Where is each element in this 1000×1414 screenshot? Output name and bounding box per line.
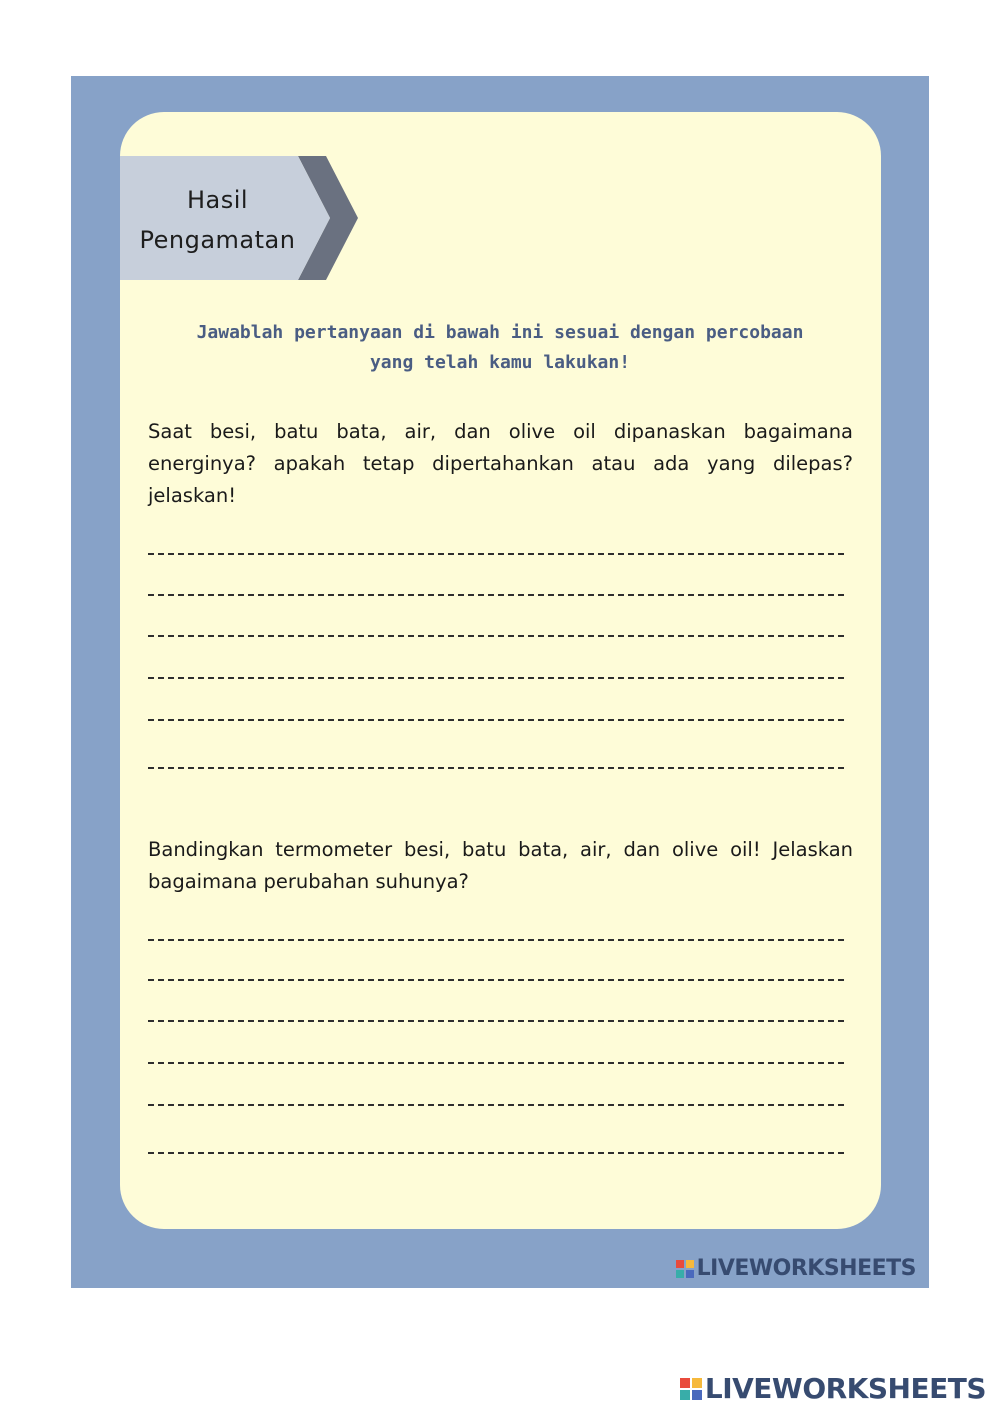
liveworksheets-watermark-inner [676,1256,916,1281]
watermark-text: LIVEWORKSHEETS [696,1256,916,1281]
watermark-text: LIVEWORKSHEETS [704,1372,986,1405]
answer-line-2-4[interactable] [148,1062,844,1064]
answer-line-2-3[interactable] [148,1020,844,1022]
question-2: Bandingkan termometer besi, batu bata, air, dan olive oil! Jelaskan bagaimana perubahan suhunya? [148,838,853,893]
banner-title [120,180,315,260]
answer-line-1-2[interactable] [148,594,844,596]
liveworksheets-logo-icon [676,1260,694,1278]
instruction-line2: yang telah kamu lakukan! [369,352,631,373]
answer-line-2-1[interactable] [148,939,844,941]
liveworksheets-watermark-footer [680,1372,986,1405]
liveworksheets-logo-icon [680,1378,702,1400]
answer-line-2-2[interactable] [148,979,844,981]
answer-line-1-4[interactable] [148,677,844,679]
answer-line-1-1[interactable] [148,553,844,555]
instruction-text [150,318,850,378]
answer-line-1-5[interactable] [148,719,844,721]
section-banner [120,156,360,280]
answer-line-2-6[interactable] [148,1152,844,1154]
answer-line-1-6[interactable] [148,767,844,769]
answer-line-1-3[interactable] [148,635,844,637]
banner-title-line2: Pengamatan [139,226,296,254]
question-1: Saat besi, batu bata, air, dan olive oil dipanaskan bagaimana energinya? apakah tetap dipertahankan atau ada yang dilepas? jelaskan! [148,420,853,507]
instruction-line1: Jawablah pertanyaan di bawah ini sesuai dengan percobaan [196,322,804,343]
banner-title-line1: Hasil [186,186,249,214]
answer-line-2-5[interactable] [148,1104,844,1106]
